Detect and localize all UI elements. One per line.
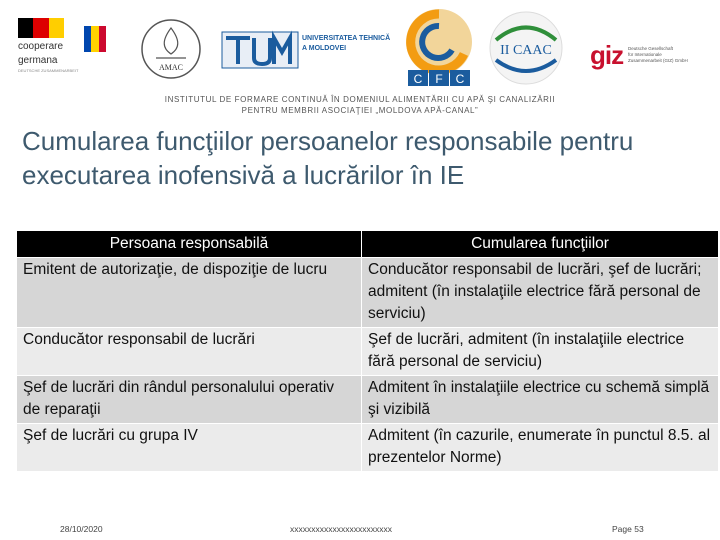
coop-line2: germana bbox=[18, 55, 58, 66]
coop-small: DEUTSCHE ZUSAMMENARBEIT bbox=[18, 68, 79, 73]
amac-text: AMAC bbox=[158, 63, 184, 72]
giz-desc-3: Zusammenarbeit (GIZ) GmbH bbox=[628, 58, 688, 63]
duties-table bbox=[16, 230, 719, 472]
svg-text:C: C bbox=[455, 72, 465, 86]
title-line1: Cumularea funcţiilor persoanelor responsabile pentru bbox=[22, 126, 634, 156]
german-flag-icon bbox=[18, 18, 64, 38]
table-cell: Conducător responsabil de lucrări bbox=[17, 328, 362, 376]
svg-text:F: F bbox=[435, 72, 443, 86]
page-title bbox=[22, 124, 702, 192]
moldova-flag-icon bbox=[84, 26, 106, 52]
table-cell: Şef de lucrări cu grupa IV bbox=[17, 424, 362, 472]
utm-line2: A MOLDOVEI bbox=[302, 45, 347, 52]
header-cumulated-functions: Cumularea funcţiilor bbox=[362, 231, 719, 258]
footer bbox=[0, 518, 720, 540]
table-row bbox=[17, 376, 719, 424]
table-cell bbox=[362, 258, 719, 328]
giz-desc-1: Deutsche Gesellschaft bbox=[628, 46, 674, 51]
institute-line1: INSTITUTUL DE FORMARE CONTINUĂ ÎN DOMENIUL ALIMENTĂRII CU APĂ ŞI CANALIZĂRII bbox=[164, 95, 556, 104]
table-row bbox=[17, 424, 719, 472]
institute-heading bbox=[140, 94, 580, 116]
footer-date: 28/10/2020 bbox=[60, 524, 103, 534]
giz-desc-2: für Internationale bbox=[628, 52, 662, 57]
giz-logo bbox=[590, 40, 700, 80]
table-cell bbox=[362, 328, 719, 376]
coop-line1: cooperare bbox=[18, 41, 64, 52]
table-cell: Şef de lucrări din rândul personalului operativ de reparaţii bbox=[17, 376, 362, 424]
table-cell bbox=[362, 424, 719, 472]
cell-line: Şef de lucrări, admitent (în instalaţiile electrice fără personal de serviciu) bbox=[368, 331, 685, 370]
cell-line: admitent (în instalaţiile electrice fără personal de serviciu) bbox=[368, 283, 701, 322]
table-row bbox=[17, 328, 719, 376]
utm-line1: UNIVERSITATEA TEHNICĂ bbox=[302, 35, 391, 42]
header-responsible-person: Persoana responsabilă bbox=[17, 231, 362, 258]
iicaac-text: II CAAC bbox=[500, 43, 552, 58]
table-cell bbox=[362, 376, 719, 424]
footer-text: xxxxxxxxxxxxxxxxxxxxxxxx bbox=[290, 524, 392, 534]
title-line2: executarea inofensivă a lucrărilor în IE bbox=[22, 160, 465, 190]
table-header-row bbox=[17, 231, 719, 258]
cell-line: Admitent în instalaţiile electrice cu schemă simplă şi vizibilă bbox=[368, 379, 710, 418]
cell-line: Conducător responsabil de lucrări, şef de lucrări; bbox=[368, 261, 702, 278]
institute-line2: PENTRU MEMBRII ASOCIAŢIEI „MOLDOVA APĂ-CANAL” bbox=[241, 106, 479, 115]
page-number: Page 53 bbox=[612, 524, 644, 534]
iicaac-logo bbox=[488, 10, 564, 86]
giz-word: giz bbox=[590, 40, 624, 70]
amac-logo bbox=[140, 18, 202, 80]
cooperare-germana-logo bbox=[18, 18, 110, 76]
svg-text:C: C bbox=[413, 72, 423, 86]
table-cell: Emitent de autorizaţie, de dispoziţie de lucru bbox=[17, 258, 362, 328]
cell-line: Admitent (în cazurile, enumerate în punctul 8.5. al prezentelor Norme) bbox=[368, 427, 711, 466]
logo-bar bbox=[0, 0, 720, 92]
utm-logo bbox=[220, 24, 395, 76]
table-row bbox=[17, 258, 719, 328]
cfc-logo bbox=[400, 6, 478, 90]
